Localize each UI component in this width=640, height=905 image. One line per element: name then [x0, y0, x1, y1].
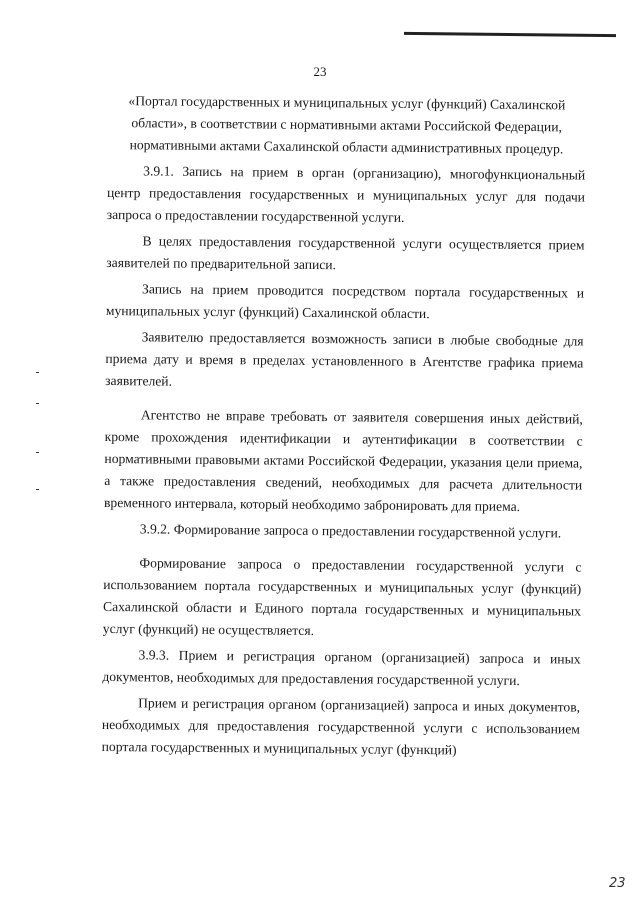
paragraph-appointment-via-portal: Запись на прием проводится посредством портала государственных и муниципальных услуг (функций) Сахалинской области.	[105, 281, 585, 322]
paragraph-3-9-2-heading: 3.9.2. Формирование запроса о предоставлении государственной услуги.	[139, 521, 562, 541]
document-body	[102, 90, 586, 767]
margin-tick-mark	[36, 372, 39, 373]
handwritten-page-number: 23	[609, 876, 626, 891]
margin-tick-mark	[36, 489, 39, 490]
paragraph-3-9-1-heading: 3.9.1. Запись на прием в орган (организацию), многофункциональный центр предоставления государственных и муниципальных услуг для подачи запроса о предоставлении государственной услуги.	[106, 163, 586, 225]
paragraph-free-date-choice: Заявителю предоставляется возможность записи в любые свободные для приема дату и время в пределах установленного в Агентстве графика приема заявителей.	[105, 329, 584, 389]
margin-tick-mark	[36, 452, 39, 453]
paragraph-preliminary-appointment: В целях предоставления государственной услуги осуществляется прием заявителей по предварительной записи.	[106, 233, 585, 273]
paragraph-agency-restrictions: Агентство не вправе требовать от заявителя совершения иных действий, кроме прохождения идентификации и аутентификации в соответствии с нормативными правовыми актами Российской Федерации, указания цели приема, а также предоставления сведений, необходимых для расчета длительности временного интервала, который необходимо забронировать для приема.	[103, 407, 583, 514]
page-number: 23	[313, 64, 327, 79]
paragraph-3-9-3-heading: 3.9.3. Прием и регистрация органом (организацией) запроса и иных документов, необходимых для предоставления государственной услуги.	[102, 647, 581, 688]
header-rule	[404, 32, 616, 37]
paragraph-portal-continuation: «Портал государственных и муниципальных услуг (функций) Сахалинской области», в соответствии с нормативными актами Российской Федерации, нормативными актами Сахалинской области административных процедур.	[128, 93, 566, 157]
paragraph-request-formation: Формирование запроса о предоставлении государственной услуги с использованием портала государственных и муниципальных услуг (функций) Сахалинской области и Единого портала государственных и муниципальных услуг (функций) не осуществляется.	[102, 555, 582, 639]
paragraph-registration-via-portal: Прием и регистрация органом (организацией) запроса и иных документов, необходимых для предоставления государственной услуги с использованием портала государственных и муниципальных услуг (функций)	[101, 695, 581, 758]
margin-tick-mark	[36, 403, 39, 404]
